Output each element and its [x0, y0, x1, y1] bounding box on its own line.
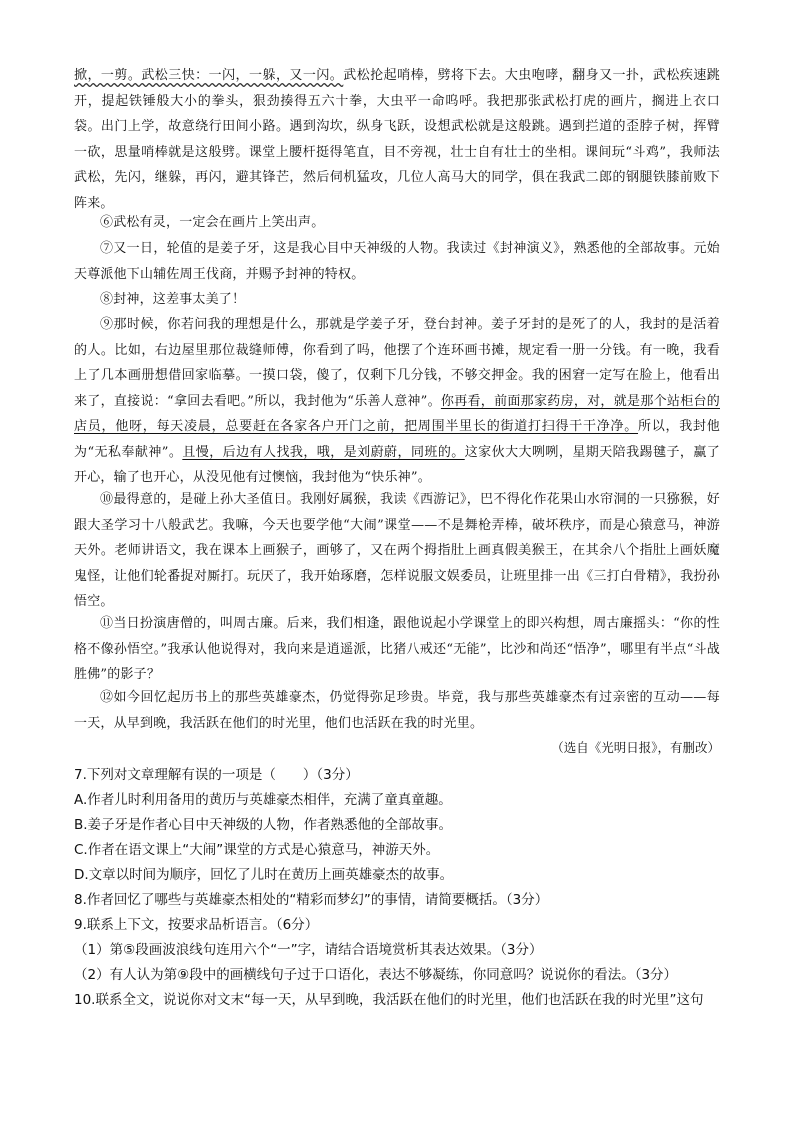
article-paragraph-6: ⑥武松有灵，一定会在画片上笑出声。: [100, 215, 325, 230]
underlined-sentence: 你再看，前面那家药房，对，就是那个站柜台的店员，他呀，每天凌晨，总要赶在各家各户开门之前，把周围半里长的街道打扫得干干净净。: [74, 393, 720, 434]
question-7-option-d: D.文章以时间为顺序，回忆了儿时在黄历上画英雄豪杰的故事。: [74, 867, 454, 883]
underlined-sentence: 且慢，后边有人找我，哦，是刘蔚蔚，同班的。: [182, 444, 465, 460]
article-paragraph-7: ⑦又一日，轮值的是姜子牙，这是我心目中天神级的人物。我读过《封神演义》，熟悉他的全部故事。元始天尊派他下山辅佐周王伐商，并赐予封神的特权。: [74, 241, 720, 282]
article-paragraph-8: ⑧封神，这差事太美了！: [100, 292, 246, 307]
question-8: 8.作者回忆了哪些与英雄豪杰相处的“精彩而梦幻”的事情，请简要概括。（3分）: [74, 892, 549, 908]
article-paragraph-12: ⑫如今回忆起历书上的那些英雄豪杰，仍觉得弥足珍贵。毕竟，我与那些英雄豪杰有过亲密的互动——每一天，从早到晚，我活跃在他们的时光里，他们也活跃在我的时光里。: [74, 690, 720, 731]
article-paragraph-5: [74, 63, 720, 216]
question-10: 10.联系全文，说说你对文末“每一天，从早到晚，我活跃在他们的时光里，他们也活跃在我的时光里”这句: [74, 992, 704, 1008]
article-paragraph-10: ⑩最得意的，是碰上孙大圣值日。我刚好属猴，我读《西游记》，巴不得化作花果山水帘洞的一只猕猴，好跟大圣学习十八般武艺。我嘛，今天也要学他“大闹”课堂——不是舞枪弄棒，破坏秩序，而是心猿意马，神游天外。老师讲语文，我在课本上画猴子，画够了，又在两个拇指肚上画真假美猴王，在其余八个指肚上画妖魔鬼怪，让他们轮番捉对厮打。玩厌了，我开始琢磨，怎样说服文娱委员，让班里排一出《三打白骨精》，我扮孙悟空。: [74, 492, 720, 609]
question-9-part-2: （2）有人认为第⑨段中的画横线句子过于口语化，表达不够凝练，你同意吗？说说你的看法。（3分）: [74, 967, 678, 983]
question-7: 7.下列对文章理解有误的一项是（ ）（3分）: [74, 767, 359, 783]
question-9-part-1: （1）第⑤段画波浪线句连用六个“一”字，请结合语境赏析其表达效果。（3分）: [74, 942, 543, 958]
article-paragraph-11: ⑪当日扮演唐僧的，叫周古廉。后来，我们相逢，跟他说起小学课堂上的即兴构想，周古廉摇头：“你的性格不像孙悟空。”我承认他说得对，我向来是逍遥派，比猪八戒还“无能”，比沙和尚还“悟净”，哪里有半点“斗战胜佛”的影子？: [74, 616, 720, 682]
article-paragraph-9: [74, 312, 720, 491]
paragraph-text: 武松抡起哨棒，劈将下去。大虫咆哮，翻身又一扑，武松疾速跳开，提起铁锤般大小的拳头，狠劲揍得五六十拳，大虫平一命呜呼。我把那张武松打虎的画片，搁进上衣口袋。出门上学，故意绕行田间小路。遇到沟坎，纵身飞跃，设想武松就是这般跳。遇到拦道的歪脖子树，挥臂一砍，思量哨棒就是这般劈。课堂上腰杆挺得笔直，目不旁视，壮士自有壮士的坐相。课间玩“斗鸡”，我师法武松，先闪，继躲，再闪，避其锋芒，然后伺机猛攻，几位人高马大的同学，俱在我武二郎的钢腿铁膝前败下阵来。: [74, 68, 720, 211]
question-7-option-b: B.姜子牙是作者心目中天神级的人物，作者熟悉他的全部故事。: [74, 817, 453, 833]
question-7-option-c: C.作者在语文课上“大闹”课堂的方式是心猿意马，神游天外。: [74, 842, 440, 858]
wavy-underlined-sentence: 掀，一剪。武松三快：一闪，一躲，又一闪。: [74, 68, 344, 83]
paragraph-text: 这家伙大大咧咧，星期天陪我踢毽子，赢了开心，输了也开心，从没见他有过懊恼，我封他为“快乐神”。: [74, 444, 720, 485]
question-7-option-a: A.作者儿时利用备用的黄历与英雄豪杰相伴，充满了童真童趣。: [74, 792, 452, 808]
paragraph-text: ⑨那时候，你若问我的理想是什么，那就是学姜子牙，登台封神。姜子牙封的是死了的人，我封的是活着的人。比如，右边屋里那位裁缝师傅，你看到了吗，他摆了个连环画书摊，规定看一册一分钱。有一晚，我看上了几本画册想借回家临摹。一摸口袋，傻了，仅剩下几分钱，不够交押金。我的困窘一定写在脸上，他看出来了，直接说：“拿回去看吧。”所以，我封他为“乐善人意神”。: [74, 317, 720, 409]
source-note: （选自《光明日报》，有删改）: [551, 740, 720, 755]
paragraph-text: 所以，我封他为“无私奉献神”。: [74, 419, 720, 460]
question-9: 9.联系上下文，按要求品析语言。（6分）: [74, 917, 319, 933]
